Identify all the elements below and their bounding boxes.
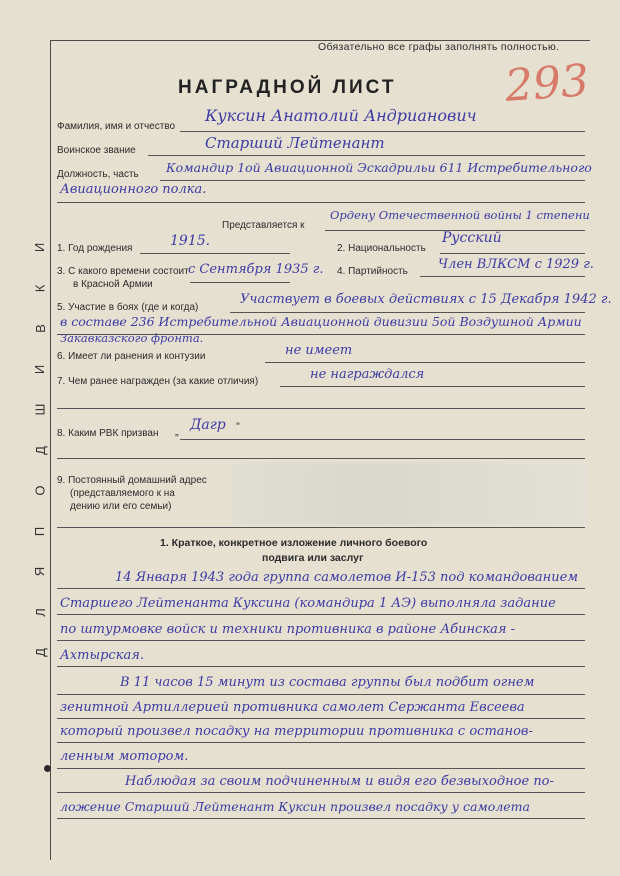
address-label-1: 9. Постоянный домашний адрес [57,475,207,486]
battles-value-3: Закавказского фронта. [60,331,204,345]
nationality-value: Русский [442,230,502,246]
narrative-rule [57,588,585,589]
awards-rule-2 [57,408,585,409]
narrative-line: Ахтырская. [60,648,144,663]
narrative-line: который произвел посадку на территории противника с останов- [60,724,533,739]
narrative-rule [57,792,585,793]
presented-label: Представляется к [222,220,305,231]
rvk-rule [180,439,585,440]
battles-rule [230,312,585,313]
narrative-rule [57,818,585,819]
rank-value: Старший Лейтенант [205,134,385,152]
narrative-line: ленным мотором. [60,749,189,764]
nationality-rule [440,253,585,254]
binding-hole [44,765,51,772]
battles-value-2: в составе 236 Истребительной Авиационной дивизии 5ой Воздушной Армии [60,314,582,329]
redacted-address [232,463,587,525]
narrative-rule [57,768,585,769]
presented-value: Ордену Отечественной войны 1 степени [330,208,590,222]
section-heading-1: 1. Краткое, конкретное изложение личного боевого [160,537,428,549]
service-start-label-1: 3. С какого времени состоит [57,266,189,277]
party-rule [420,276,585,277]
wounds-label: 6. Имеет ли ранения и контузии [57,351,206,362]
address-label-2: (представляемого к на [70,488,175,499]
service-start-value: с Сентября 1935 г. [188,262,324,277]
wounds-value: не имеет [285,343,353,358]
section-heading-2: подвига или заслуг [262,552,364,564]
awards-label: 7. Чем ранее награжден (за какие отличия) [57,376,259,387]
narrative-rule [57,718,585,719]
party-label: 4. Партийность [337,266,408,277]
position-value-1: Командир 1ой Авиационной Эскадрильи 611 Истребительного [166,160,592,175]
birth-year-value: 1915. [170,233,211,249]
narrative-rule [57,640,585,641]
narrative-line: Наблюдая за своим подчиненным и видя его безвыходное по- [125,774,554,789]
narrative-line: зенитной Артиллерией противника самолет Сержанта Евсеева [60,700,525,715]
section-divider [57,527,585,528]
address-label-3: дению или его семьи) [70,501,172,512]
fio-value: Куксин Анатолий Андрианович [205,106,477,125]
fio-rule [180,131,585,132]
battles-label: 5. Участие в боях (где и когда) [57,302,199,313]
narrative-line: Старшего Лейтенанта Куксина (командира 1 АЭ) выполняла задание [60,596,556,611]
birth-year-rule [140,253,290,254]
narrative-rule [57,666,585,667]
narrative-line: ложение Старший Лейтенант Куксин произвел посадку у самолета [60,799,530,814]
narrative-line: 14 Января 1943 года группа самолетов И-153 под командованием [115,570,579,585]
rank-rule [148,155,585,156]
narrative-rule [57,694,585,695]
rank-label: Воинское звание [57,145,136,156]
fio-label: Фамилия, имя и отчество [57,121,176,132]
position-value-2: Авиационного полка. [60,182,207,197]
archive-number: 293 [503,55,591,112]
narrative-line: В 11 часов 15 минут из состава группы был подбит огнем [120,675,535,690]
party-value: Член ВЛКСМ с 1929 г. [438,257,594,272]
rvk-label: 8. Каким РВК призван [57,428,159,439]
side-text-for-binding: И К В И Ш Д О П Я Л Д [32,242,48,657]
page-title: НАГРАДНОЙ ЛИСТ [178,77,397,98]
margin-line [50,40,51,860]
rvk-quote-close: ” [236,421,240,433]
battles-value-1: Участвует в боевых действиях с 15 Декабря 1942 г. [240,292,612,307]
narrative-rule [57,742,585,743]
rvk-rule-2 [57,458,585,459]
position-rule-2 [57,202,585,203]
position-label: Должность, часть [57,169,139,180]
nationality-label: 2. Национальность [337,243,426,254]
awards-value: не награждался [310,367,425,382]
service-start-label-2: в Красной Армии [73,279,153,290]
position-rule [160,180,585,181]
rvk-value: Дагр [190,417,226,433]
service-start-rule [190,282,290,283]
rvk-quote-open: „ [175,426,179,438]
narrative-rule [57,614,585,615]
narrative-line: по штурмовке войск и техники противника в районе Абинская - [60,622,515,637]
notice: Обязательно все графы заполнять полностью. [318,41,560,53]
birth-year-label: 1. Год рождения [57,243,133,254]
wounds-rule [265,362,585,363]
awards-rule [280,386,585,387]
